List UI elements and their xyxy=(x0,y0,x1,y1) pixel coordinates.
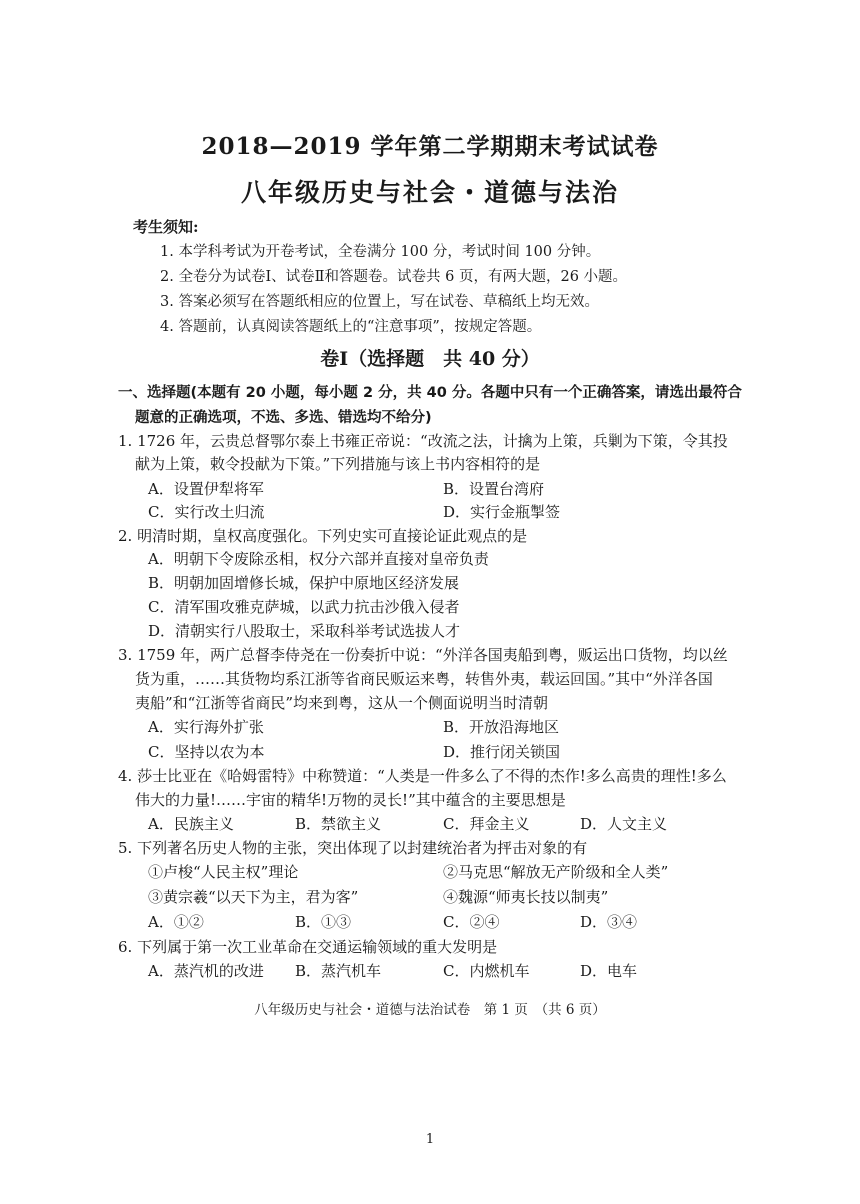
question-2-option-d: D．清朝实行八股取士，采取科举考试选拔人才 xyxy=(148,622,461,640)
question-6-option-b: B．蒸汽机车 xyxy=(295,962,382,980)
question-3-stem-cont: 夷船”和“江浙等省商民”均来到粤，这从一个侧面说明当时清朝 xyxy=(135,694,549,712)
question-6-option-a: A．蒸汽机的改进 xyxy=(148,962,264,980)
question-6-stem: 6. 下列属于第一次工业革命在交通运输领域的重大发明是 xyxy=(118,938,498,956)
page-footer: 八年级历史与社会・道德与法治试卷 第 1 页 （共 6 页） xyxy=(254,1002,606,1018)
question-3-option-b: B．开放沿海地区 xyxy=(443,718,560,736)
question-3-option-c: C．坚持以农为本 xyxy=(148,743,265,761)
question-2-option-b: B．明朝加固增修长城，保护中原地区经济发展 xyxy=(148,574,460,592)
page-number: 1 xyxy=(425,1132,435,1147)
question-1-option-a: A．设置伊犁将军 xyxy=(148,480,264,498)
section-title: 卷Ⅰ（选择题 共 40 分） xyxy=(320,348,540,370)
question-1-option-b: B．设置台湾府 xyxy=(443,480,545,498)
question-5-item-3: ③黄宗羲“以天下为主，君为客” xyxy=(148,888,359,906)
question-4-option-d: D．人文主义 xyxy=(580,815,668,833)
question-4-stem: 4. 莎士比亚在《哈姆雷特》中称赞道：“人类是一件多么了不得的杰作!多么高贵的理性!多么 xyxy=(118,767,727,785)
section-instructions: 一、选择题(本题有 20 小题，每小题 2 分，共 40 分。各题中只有一个正确答案，请选出最符合 xyxy=(118,385,742,401)
question-1-option-d: D．实行金瓶掣签 xyxy=(443,503,561,521)
question-2-option-c: C．清军围攻雅克萨城，以武力抗击沙俄入侵者 xyxy=(148,598,460,616)
question-6-option-d: D．电车 xyxy=(580,962,638,980)
question-3-stem-cont: 货为重，……其货物均系江浙等省商民贩运来粤，转售外夷，载运回国。”其中“外洋各国 xyxy=(135,670,713,688)
question-2-stem: 2. 明清时期，皇权高度强化。下列史实可直接论证此观点的是 xyxy=(118,527,528,545)
question-5-option-d: D．③④ xyxy=(580,913,638,931)
question-4-option-c: C．拜金主义 xyxy=(443,815,530,833)
question-5-option-a: A．①② xyxy=(148,913,204,931)
question-5-stem: 5. 下列著名历史人物的主张，突出体现了以封建统治者为抨击对象的有 xyxy=(118,839,588,857)
exam-subtitle: 八年级历史与社会・道德与法治 xyxy=(240,178,619,207)
question-2-option-a: A．明朝下令废除丞相，权分六部并直接对皇帝负责 xyxy=(148,550,489,568)
question-4-option-a: A．民族主义 xyxy=(148,815,234,833)
notice-heading: 考生须知: xyxy=(133,218,199,236)
question-5-option-b: B．①③ xyxy=(295,913,352,931)
question-5-item-4: ④魏源“师夷长技以制夷” xyxy=(443,888,609,906)
exam-title: 2018—2019 学年第二学期期末考试试卷 xyxy=(201,133,659,160)
question-5-item-2: ②马克思“解放无产阶级和全人类” xyxy=(443,863,669,881)
question-1-stem-cont: 献为上策，敕令投献为下策。”下列措施与该上书内容相符的是 xyxy=(135,455,541,473)
question-4-stem-cont: 伟大的力量!……宇宙的精华!万物的灵长!”其中蕴含的主要思想是 xyxy=(135,791,566,809)
question-6-option-c: C．内燃机车 xyxy=(443,962,530,980)
question-5-item-1: ①卢梭“人民主权”理论 xyxy=(148,863,299,881)
question-4-option-b: B．禁欲主义 xyxy=(295,815,382,833)
question-1-stem: 1. 1726 年，云贵总督鄂尔泰上书雍正帝说：“改流之法，计擒为上策，兵剿为下策，令其投 xyxy=(118,432,728,450)
notice-item: 4. 答题前，认真阅读答题纸上的“注意事项”，按规定答题。 xyxy=(160,319,542,335)
notice-item: 3. 答案必须写在答题纸相应的位置上，写在试卷、草稿纸上均无效。 xyxy=(160,294,599,310)
notice-item: 1. 本学科考试为开卷考试，全卷满分 100 分，考试时间 100 分钟。 xyxy=(160,244,601,260)
question-3-option-d: D．推行闭关锁国 xyxy=(443,743,561,761)
section-instructions-cont: 题意的正确选项，不选、多选、错选均不给分) xyxy=(135,410,432,426)
question-5-option-c: C．②④ xyxy=(443,913,500,931)
question-3-stem: 3. 1759 年，两广总督李侍尧在一份奏折中说：“外洋各国夷船到粤，贩运出口货物，均以丝 xyxy=(118,646,728,664)
question-3-option-a: A．实行海外扩张 xyxy=(148,718,264,736)
notice-item: 2. 全卷分为试卷Ⅰ、试卷Ⅱ和答题卷。试卷共 6 页，有两大题，26 小题。 xyxy=(160,269,628,285)
question-1-option-c: C．实行改土归流 xyxy=(148,503,265,521)
